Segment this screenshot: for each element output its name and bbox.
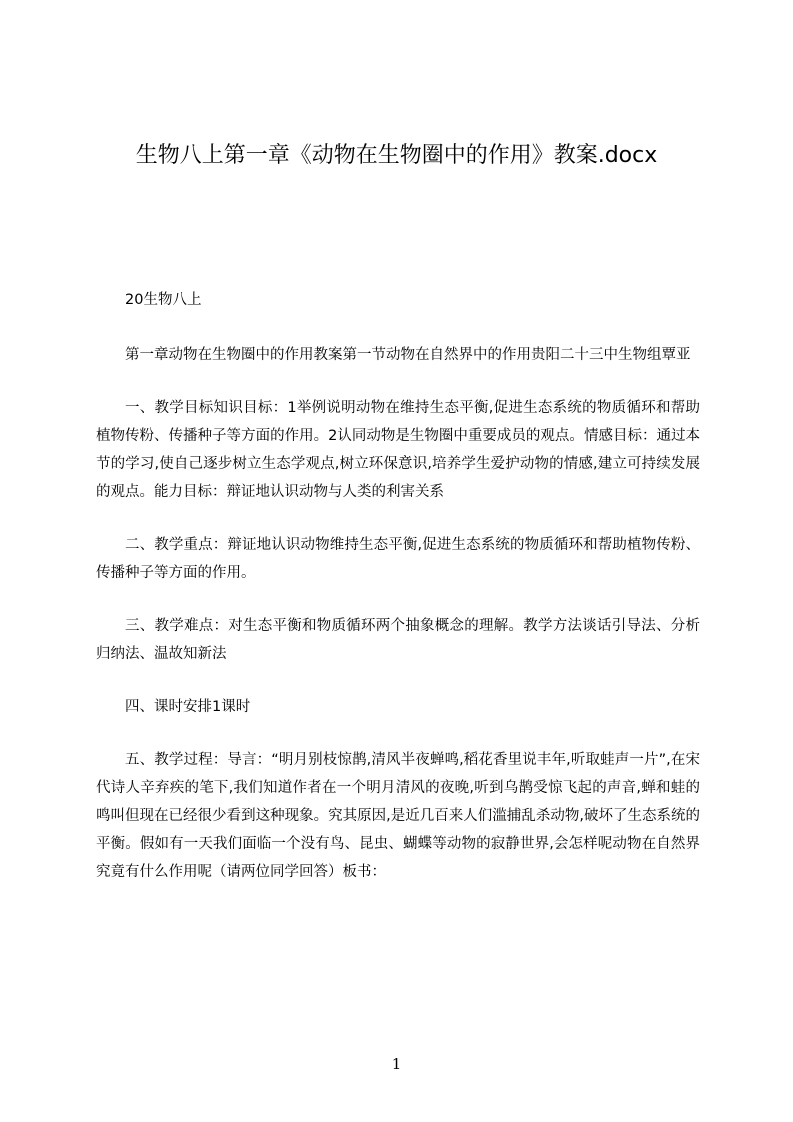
paragraph-grade: 20生物八上	[125, 292, 202, 308]
paragraph-teaching-process: 五、教学过程：导言：“明月别枝惊鹊,清风半夜蝉鸣,稻花香里说丰年,听取蛙声一片”,在宋代诗人辛弃疾的笔下,我们知道作者在一个明月清风的夜晚,听到乌鹊受惊飞起的声音,蝉和蛙的鸣叫但现在已经很少看到这种现象。究其原因,是近几百来人们滥捕乱杀动物,破坏了生态系统的平衡。假如有一天我们面临一个没有鸟、昆虫、蝴蝶等动物的寂静世界,会怎样呢动物在自然界究竟有什么作用呢（请两位同学回答）板书：	[96, 752, 700, 880]
paragraph-class-schedule: 四、课时安排1课时	[125, 699, 251, 715]
paragraph-chapter-heading: 第一章动物在生物圈中的作用教案第一节动物在自然界中的作用贵阳二十三中生物组覃亚	[125, 347, 691, 363]
paragraph-teaching-difficulty: 三、教学难点：对生态平衡和物质循环两个抽象概念的理解。教学方法谈话引导法、分析归纳法、温故知新法	[96, 618, 700, 662]
paragraph-teaching-focus: 二、教学重点：辩证地认识动物维持生态平衡,促进生态系统的物质循环和帮助植物传粉、传播种子等方面的作用。	[96, 537, 700, 581]
paragraph-teaching-objectives: 一、教学目标知识目标：1举例说明动物在维持生态平衡,促进生态系统的物质循环和帮助植物传粉、传播种子等方面的作用。2认同动物是生物圈中重要成员的观点。情感目标：通过本节的学习,使自己逐步树立生态学观点,树立环保意识,培养学生爱护动物的情感,建立可持续发展的观点。能力目标：辩证地认识动物与人类的利害关系	[96, 400, 700, 500]
page-number: 1	[391, 1055, 402, 1073]
document-body	[96, 286, 700, 911]
document-title: 生物八上第一章《动物在生物圈中的作用》教案.docx	[135, 143, 658, 168]
